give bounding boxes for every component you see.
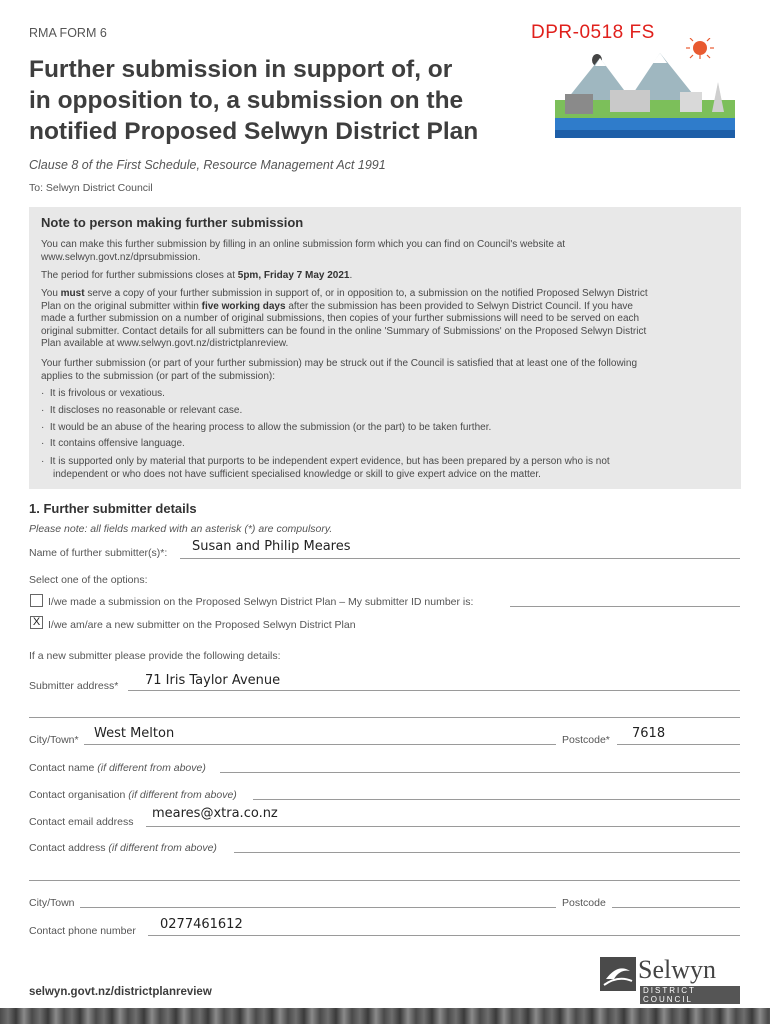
phone-field-line xyxy=(148,935,740,936)
list-item: · It is frivolous or vexatious. xyxy=(41,388,165,399)
section-title: 1. Further submitter details xyxy=(29,501,197,516)
selwyn-landscape-illustration xyxy=(540,38,740,148)
existing-submitter-checkbox[interactable] xyxy=(30,594,43,607)
sun-icon xyxy=(693,41,707,55)
contact-address-label: Contact address (if different from above) xyxy=(29,842,217,854)
phone-field[interactable]: 0277461612 xyxy=(160,917,243,932)
title-line-2: in opposition to, a submission on the xyxy=(29,87,464,114)
submitter-id-field[interactable] xyxy=(510,606,740,607)
selwyn-logo xyxy=(600,955,740,1004)
city2-field[interactable] xyxy=(80,907,556,908)
postcode-field[interactable]: 7618 xyxy=(632,726,666,741)
contact-email-field[interactable]: meares@xtra.co.nz xyxy=(152,806,278,821)
footer-url[interactable]: selwyn.govt.nz/districtplanreview xyxy=(29,986,212,998)
postcode2-field[interactable] xyxy=(612,907,740,908)
name-field-line xyxy=(180,558,740,559)
address-line-2[interactable] xyxy=(29,717,740,718)
note-paragraph-2: The period for further submissions closes at 5pm, Friday 7 May 2021. xyxy=(41,270,353,281)
contact-name-label: Contact name (if different from above) xyxy=(29,762,206,774)
contact-address-field[interactable] xyxy=(234,852,740,853)
new-submitter-label: I/we am/are a new submitter on the Proposed Selwyn District Plan xyxy=(48,619,356,631)
name-label: Name of further submitter(s)*: xyxy=(29,547,168,559)
title-line-1: Further submission in support of, or xyxy=(29,56,453,83)
city-label: City/Town* xyxy=(29,734,79,746)
phone-label: Contact phone number xyxy=(29,925,136,937)
form-number: RMA FORM 6 xyxy=(29,26,107,40)
river xyxy=(555,118,735,130)
contact-org-field[interactable] xyxy=(253,799,740,800)
note-paragraph-4: Your further submission (or part of your further submission) may be struck out if the Council is satisfied that at least one of the following applies to the submission (or part of the submission): xyxy=(41,358,638,382)
note-paragraph-1: You can make this further submission by filling in an online submission form which you can find on Council's website at www.selwyn.govt.nz/dprsubmission. xyxy=(41,239,566,263)
list-item: · It contains offensive language. xyxy=(41,438,185,449)
church-spire xyxy=(712,82,724,112)
note-title: Note to person making further submission xyxy=(41,215,304,230)
city-field-line xyxy=(84,744,556,745)
note-box xyxy=(29,207,741,489)
list-item: · It discloses no reasonable or relevant case. xyxy=(41,405,243,416)
list-item: · It would be an abuse of the hearing process to allow the submission (or the part) to be taken further. xyxy=(41,422,492,433)
building-right xyxy=(680,92,702,112)
name-field[interactable]: Susan and Philip Meares xyxy=(192,539,351,554)
decorative-footer-band xyxy=(0,1008,770,1024)
new-submitter-checkbox[interactable]: X xyxy=(30,616,43,629)
address-label: Submitter address* xyxy=(29,680,119,692)
contact-address-line-2[interactable] xyxy=(29,880,740,881)
building-left xyxy=(565,94,593,114)
page-title xyxy=(29,54,478,147)
compulsory-note: Please note: all fields marked with an asterisk (*) are compulsory. xyxy=(29,523,333,535)
building-center xyxy=(610,90,650,112)
title-line-3: notified Proposed Selwyn District Plan xyxy=(29,118,479,145)
postcode2-label: Postcode xyxy=(562,897,606,909)
city2-label: City/Town xyxy=(29,897,75,909)
address-field[interactable]: 71 Iris Taylor Avenue xyxy=(145,673,281,688)
postcode-label: Postcode* xyxy=(562,734,610,746)
contact-email-label: Contact email address xyxy=(29,816,134,828)
select-options-label: Select one of the options: xyxy=(29,574,148,586)
clause-reference: Clause 8 of the First Schedule, Resource Management Act 1991 xyxy=(29,158,386,172)
new-submitter-details-label: If a new submitter please provide the following details: xyxy=(29,650,281,662)
list-item: · It is supported only by material that purports to be independent expert evidence, but has been prepared by a person who is not independent or who does not have sufficient specialised knowledge or skill to give expert advice on the matter. xyxy=(41,456,610,480)
existing-submitter-label: I/we made a submission on the Proposed Selwyn District Plan – My submitter ID number is: xyxy=(48,596,474,608)
document-code: DPR-0518 FS xyxy=(531,22,655,43)
contact-name-field[interactable] xyxy=(220,772,740,773)
selwyn-logo-icon xyxy=(600,957,636,991)
logo-subtitle: DISTRICT COUNCIL xyxy=(640,986,740,1004)
note-paragraph-3: You must serve a copy of your further submission in support of, or in opposition to, a submission on the notified Proposed Selwyn District Plan on the original submitter within five working days after the submission has been provided to Selwyn District Council. If you have made a further submission on a number of original submissions, then copies of your further submissions will need to be served on each original submitter. Contact details for all submitters can be found in the online 'Summary of Submissions' on the Proposed Selwyn District Plan available at www.selwyn.govt.nz/districtplanreview. xyxy=(41,288,648,349)
logo-text: Selwyn xyxy=(638,955,716,984)
contact-org-label: Contact organisation (if different from above) xyxy=(29,789,237,801)
address-field-line xyxy=(128,690,740,691)
postcode-field-line xyxy=(617,744,740,745)
contact-email-field-line xyxy=(146,826,740,827)
city-field[interactable]: West Melton xyxy=(94,726,175,741)
addressee: To: Selwyn District Council xyxy=(29,182,153,194)
